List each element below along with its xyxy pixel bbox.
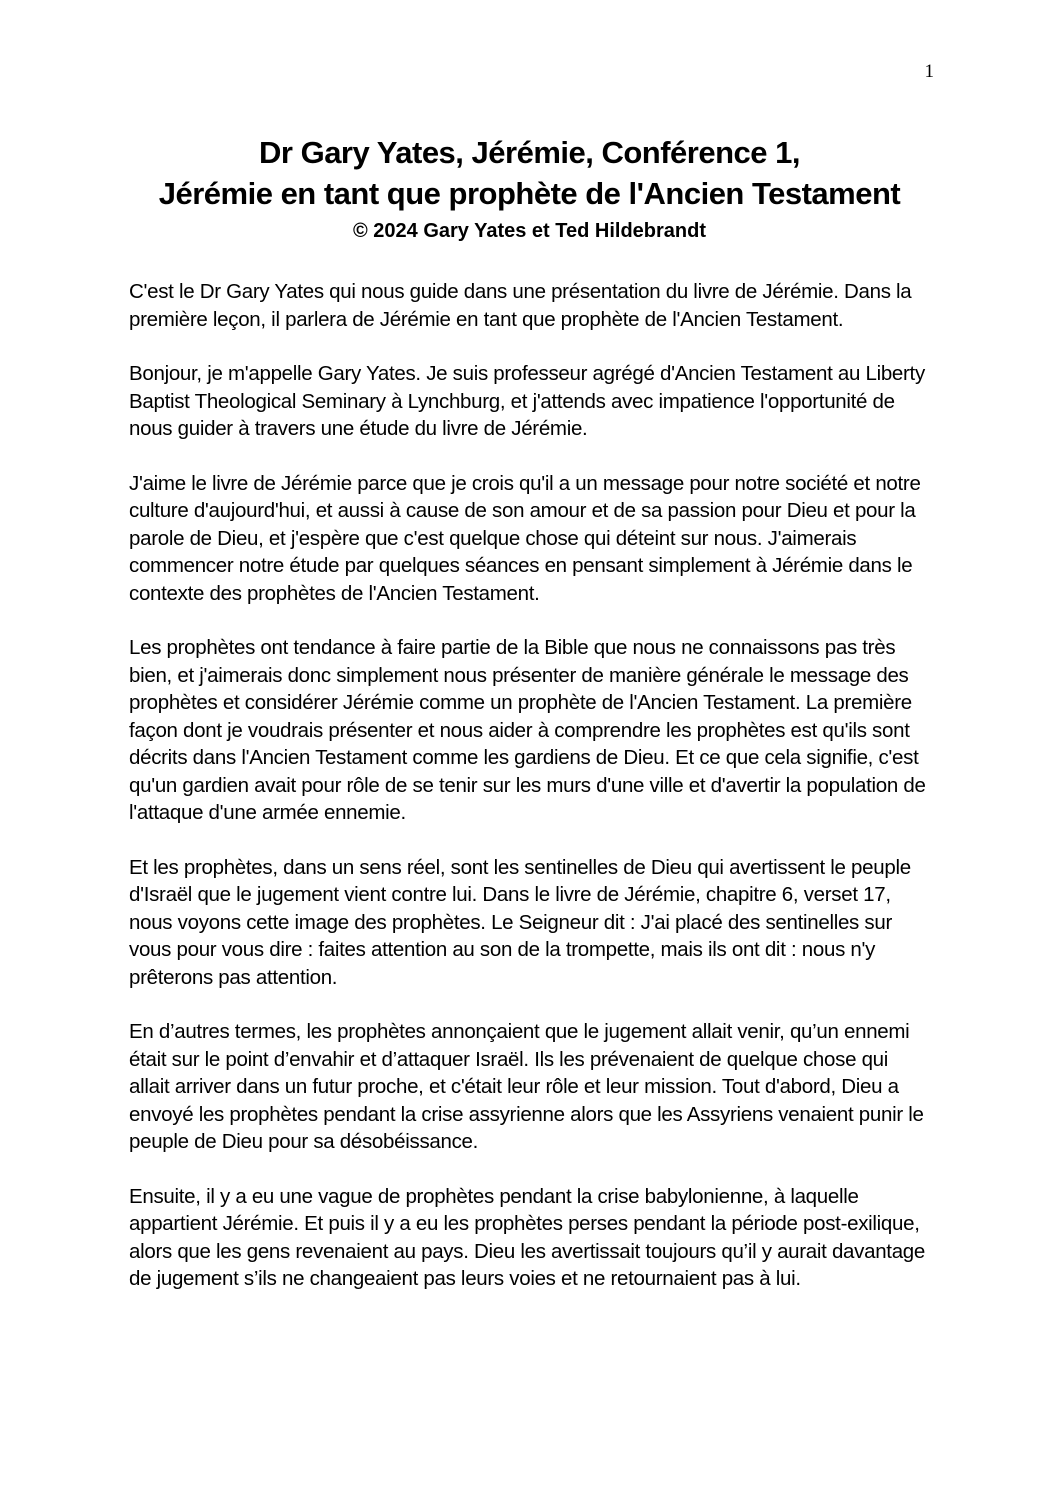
paragraph: Bonjour, je m'appelle Gary Yates. Je suis professeur agrégé d'Ancien Testament au Liberty Baptist Theological Seminary à Lynchburg, et j'attends avec impatience l'opportunité de nous guider à travers une étude du livre de Jérémie. — [129, 362, 925, 440]
title-line-2: Jérémie en tant que prophète de l'Ancien Testament — [158, 176, 901, 211]
paragraph: J'aime le livre de Jérémie parce que je crois qu'il a un message pour notre société et notre culture d'aujourd'hui, et aussi à cause de son amour et de sa passion pour Dieu et pour la parole de Dieu, et j'espère que c'est quelque chose qui déteint sur nous. J'aimerais commencer notre étude par quelques séances en pensant simplement à Jérémie dans le contexte des prophètes de l'Ancien Testament. — [129, 471, 921, 605]
copyright-line: © 2024 Gary Yates et Ted Hildebrandt — [352, 220, 707, 242]
paragraph: C'est le Dr Gary Yates qui nous guide dans une présentation du livre de Jérémie. Dans la première leçon, il parlera de Jérémie en tant que prophète de l'Ancien Testament. — [129, 280, 912, 331]
paragraph: Les prophètes ont tendance à faire partie de la Bible que nous ne connaissons pas très bien, et j'aimerais donc simplement nous présenter de manière générale le message des prophètes et considérer Jérémie comme un prophète de l'Ancien Testament. La première façon dont je voudrais présenter et nous aider à comprendre les prophètes est qu'ils sont décrits dans l'Ancien Testament comme les gardiens de Dieu. Et ce que cela signifie, c'est qu'un gardien avait pour rôle de se tenir sur les murs d'une ville et d'avertir la population de l'attaque d'une armée ennemie. — [129, 636, 926, 824]
document-content — [129, 132, 930, 1320]
document-title — [129, 132, 930, 214]
paragraph: Et les prophètes, dans un sens réel, sont les sentinelles de Dieu qui avertissent le peuple d'Israël que le jugement vient contre lui. Dans le livre de Jérémie, chapitre 6, verset 17, nous voyons cette image des prophètes. Le Seigneur dit : J'ai placé des sentinelles sur vous pour vous dire : faites attention au son de la trompette, mais ils ont dit : nous n'y prêterons pas attention. — [129, 855, 911, 989]
paragraph: Ensuite, il y a eu une vague de prophètes pendant la crise babylonienne, à laquelle appartient Jérémie. Et puis il y a eu les prophètes perses pendant la période post-exilique, alors que les gens revenaient au pays. Dieu les avertissait toujours qu’il y aurait davantage de jugement s’ils ne changeaient pas leurs voies et ne retournaient pas à lui. — [129, 1184, 925, 1290]
body-text — [129, 278, 930, 1293]
title-line-1: Dr Gary Yates, Jérémie, Conférence 1, — [259, 135, 800, 170]
page-number: 1 — [924, 61, 934, 82]
paragraph: En d’autres termes, les prophètes annonçaient que le jugement allait venir, qu’un ennemi était sur le point d’envahir et d’attaquer Israël. Ils les prévenaient de quelque chose qui allait arriver dans un futur proche, et c'était leur rôle et leur mission. Tout d'abord, Dieu a envoyé les prophètes pendant la crise assyrienne alors que les Assyriens venaient punir le peuple de Dieu pour sa désobéissance. — [129, 1020, 924, 1153]
